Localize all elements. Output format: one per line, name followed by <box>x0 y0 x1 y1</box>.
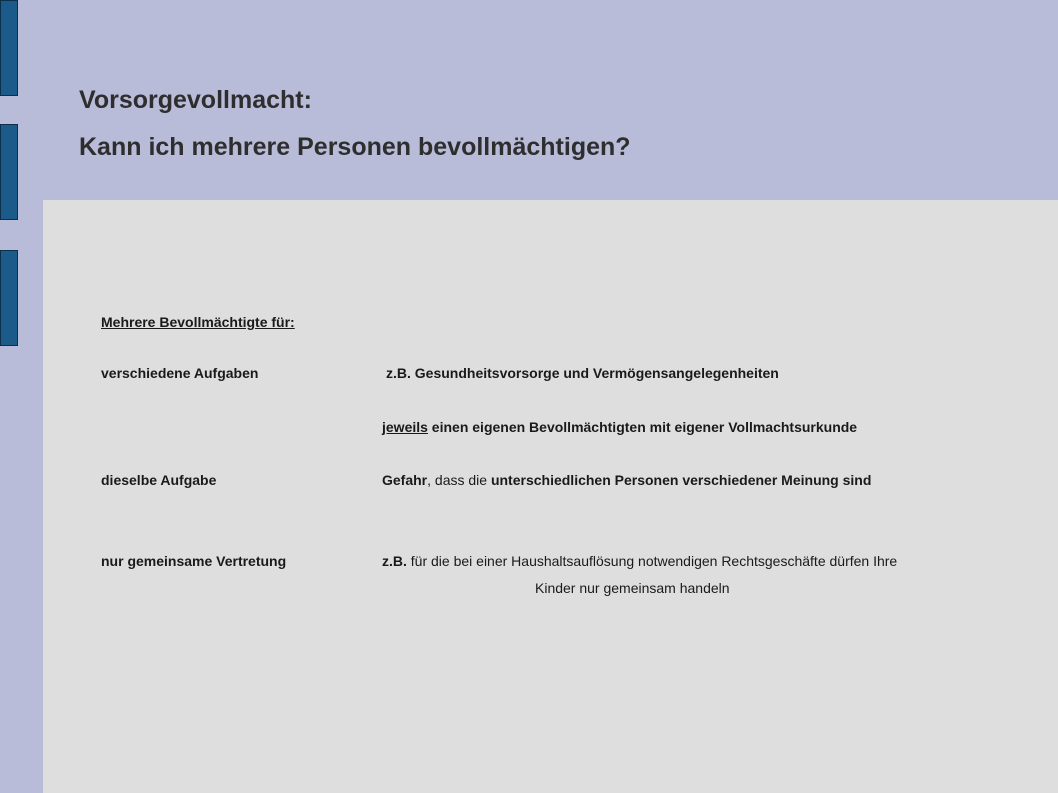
example-prefix: z.B. <box>382 553 407 569</box>
row-label-same-task: dieselbe Aufgabe <box>101 472 217 488</box>
row-value-separate-proxy <box>382 419 857 435</box>
section-heading: Mehrere Bevollmächtigte für: <box>101 314 295 330</box>
danger-description: unterschiedlichen Personen verschiedener Meinung sind <box>490 472 872 488</box>
danger-connector: , dass die <box>427 472 491 488</box>
row-value-joint-representation-line-2: Kinder nur gemeinsam handeln <box>535 580 730 596</box>
slide-title-line-2: Kann ich mehrere Personen bevollmächtigen? <box>79 133 631 161</box>
row-label-different-tasks: verschiedene Aufgaben <box>101 365 259 381</box>
accent-bar-top <box>0 0 18 96</box>
example-text: für die bei einer Haushaltsauflösung notwendigen Rechtsgeschäfte dürfen Ihre <box>406 553 898 569</box>
separate-proxy-text: einen eigenen Bevollmächtigten mit eigener Vollmachtsurkunde <box>427 419 858 435</box>
slide-title-line-1: Vorsorgevollmacht: <box>79 86 312 114</box>
row-value-joint-representation <box>382 553 897 569</box>
content-panel <box>43 200 1058 793</box>
accent-bar-middle <box>0 124 18 220</box>
row-value-same-task <box>382 472 871 488</box>
row-label-joint-representation: nur gemeinsame Vertretung <box>101 553 287 569</box>
accent-bar-bottom <box>0 250 18 346</box>
danger-word: Gefahr <box>382 472 428 488</box>
emphasis-each: jeweils <box>382 419 428 435</box>
row-value-different-tasks: z.B. Gesundheitsvorsorge und Vermögensangelegenheiten <box>386 365 779 381</box>
